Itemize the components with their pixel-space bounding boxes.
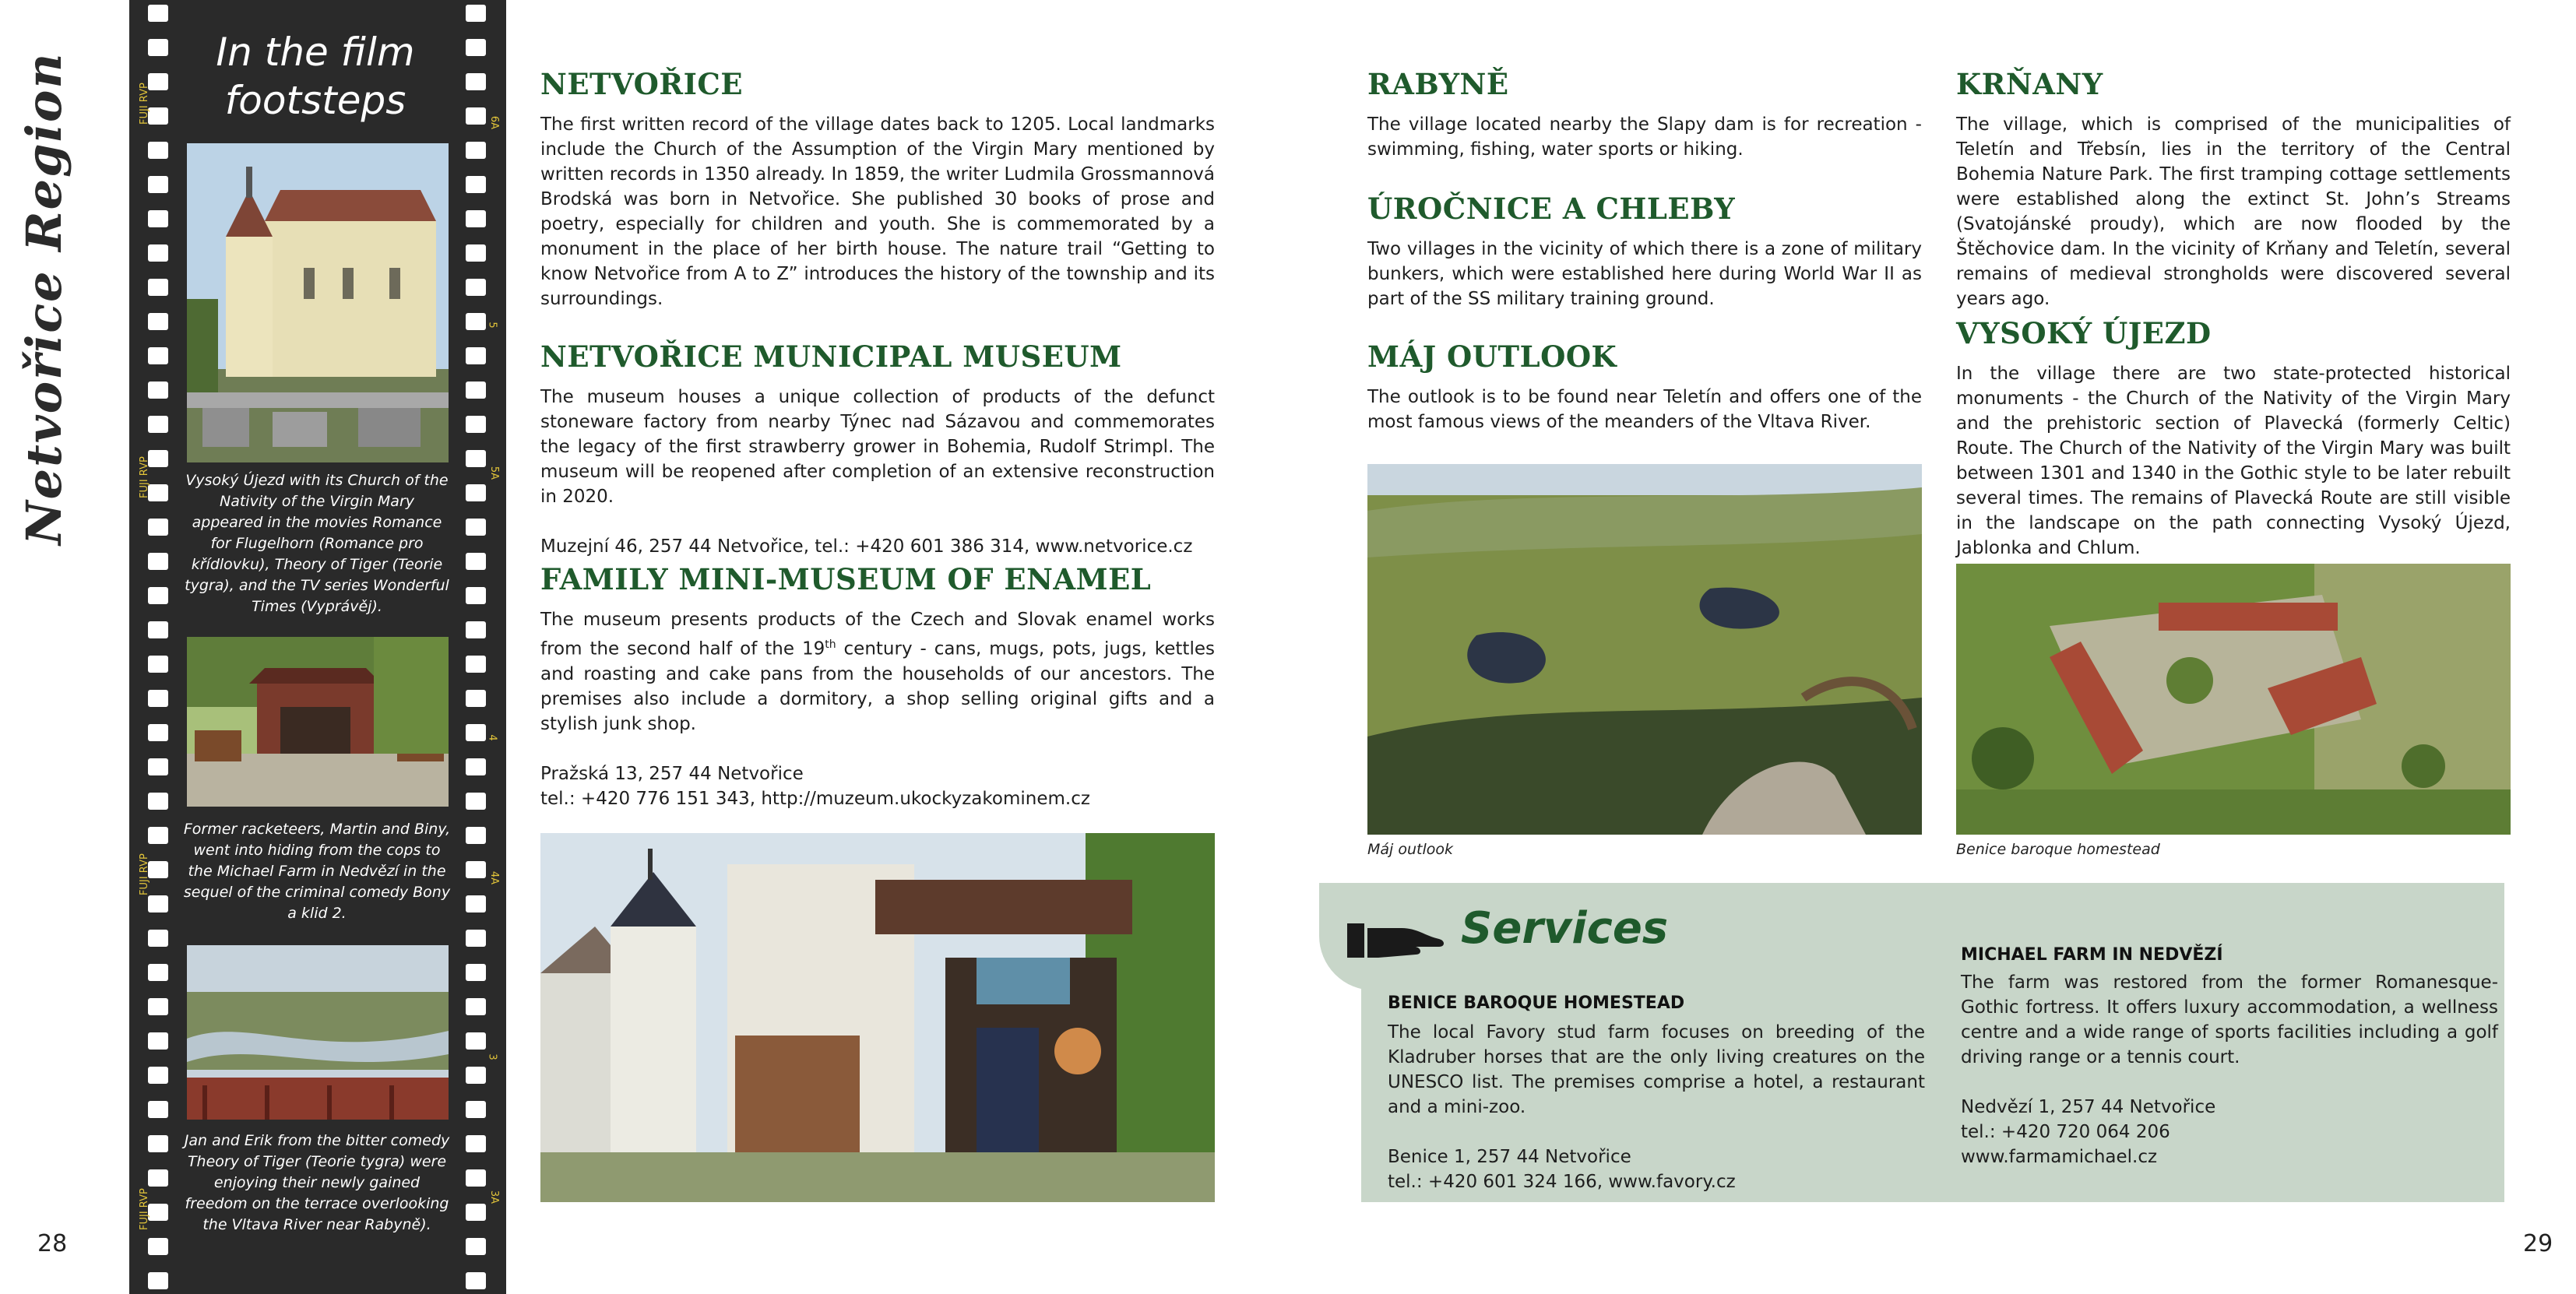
- enamel-address: Pražská 13, 257 44 Netvořice: [540, 763, 804, 784]
- enamel-text-part: The museum presents products of the Czech and Slovak enamel works from the second half of the 19: [540, 610, 1215, 659]
- film-perforation: [466, 793, 486, 810]
- film-perforation: [148, 1169, 168, 1187]
- film-perforation: [148, 382, 168, 399]
- film-frame-number: 4: [486, 734, 498, 741]
- film-perforation: [466, 1135, 486, 1152]
- section-text-vysoky: [1956, 361, 2511, 561]
- section-text-netvorice: [540, 112, 1215, 311]
- michael-phone: tel.: +420 720 064 206: [1961, 1122, 2170, 1142]
- benice-address: Benice 1, 257 44 Netvořice: [1388, 1147, 1631, 1167]
- film-edge-mark: FUJI RVP: [139, 83, 150, 125]
- paragraph: The outlook is to be found near Teletín and offers one of the most famous views of the meanders of the Vltava River.: [1367, 387, 1922, 432]
- film-perforation: [148, 519, 168, 536]
- film-perforation: [466, 827, 486, 844]
- film-perforation: [466, 107, 486, 125]
- film-perforation: [148, 793, 168, 810]
- film-perforation: [148, 313, 168, 330]
- film-perforation: [148, 690, 168, 707]
- river-terrace-photo: [187, 945, 449, 1120]
- section-title-museum: NETVOŘICE MUNICIPAL MUSEUM: [540, 339, 1122, 374]
- film-perforation: [148, 861, 168, 878]
- film-perforation: [148, 39, 168, 56]
- film-perforation: [466, 73, 486, 90]
- maj-photo-caption: Máj outlook: [1367, 841, 1454, 858]
- film-perforation: [148, 107, 168, 125]
- film-perforation: [148, 1238, 168, 1255]
- film-perforation: [466, 930, 486, 947]
- section-text-rabyne: [1367, 112, 1922, 162]
- film-perforation: [466, 861, 486, 878]
- section-title-urocnice: ÚROČNICE A CHLEBY: [1367, 192, 1736, 226]
- film-perforation: [466, 553, 486, 570]
- film-perforation: [466, 998, 486, 1015]
- film-perforation: [148, 176, 168, 193]
- film-frame-number: 6A: [488, 115, 501, 130]
- enamel-museum-photo: [540, 833, 1215, 1202]
- services-title: Services: [1461, 903, 1669, 954]
- film-perforation: [148, 450, 168, 467]
- film-perforation: [466, 142, 486, 159]
- film-perforation: [148, 1067, 168, 1084]
- film-perforation: [148, 827, 168, 844]
- benice-contact: tel.: +420 601 324 166, www.favory.cz: [1388, 1172, 1736, 1192]
- film-perforation: [148, 1032, 168, 1050]
- film-perforation: [148, 244, 168, 262]
- film-perforation: [148, 587, 168, 604]
- film-perforation: [466, 5, 486, 22]
- section-title-netvorice: NETVOŘICE: [540, 67, 744, 101]
- film-perforations-right: [466, 0, 486, 1294]
- film-strip-heading: [179, 28, 452, 125]
- farm-gate-photo: [187, 637, 449, 807]
- film-caption: Vysoký Újezd with its Church of the Nativity of the Virgin Mary appeared in the movies Romance for Flugelhorn (Romance pro křídlovku), Theory of Tiger (Teorie tygra), and the TV series Wonderful Times (Vyprávěj).: [185, 472, 449, 615]
- paragraph: The farm was restored from the former Romanesque-Gothic fortress. It offers luxury accommodation, a wellness centre and a wide range of sports facilities including a golf driving range or a tennis court.: [1961, 972, 2498, 1067]
- film-perforation: [148, 895, 168, 912]
- film-caption: Former racketeers, Martin and Biny, went into hiding from the cops to the Michael Farm in Nedvězí in the sequel of the criminal comedy Bony a klid 2.: [183, 821, 451, 922]
- film-perforation: [148, 1101, 168, 1118]
- film-perforation: [148, 347, 168, 364]
- section-title-enamel: FAMILY MINI-MUSEUM OF ENAMEL: [540, 562, 1152, 596]
- church-photo: [187, 143, 449, 462]
- film-perforation: [466, 484, 486, 501]
- film-perforation: [148, 930, 168, 947]
- film-perforation: [466, 1032, 486, 1050]
- film-perforation: [466, 1238, 486, 1255]
- section-title-rabyne: RABYNĚ: [1367, 67, 1509, 101]
- paragraph: The museum houses a unique collection of products of the defunct stoneware factory from nearby Týnec nad Sázavou and commemorates the legacy of the first strawberry grower in Bohemia, Rudolf Strimpl. The museum will be reopened after completion of an extensive reconstruction in 2020.: [540, 387, 1215, 507]
- film-frame-number: 5: [486, 322, 498, 329]
- enamel-text-part: century - cans, mugs, pots, jugs, kettles and roasting and cake pans from the households of our ancestors. The premises also include a dormitory, a shop selling original gifts and a stylish junk shop.: [540, 638, 1215, 734]
- film-perforation: [466, 279, 486, 296]
- film-perforation: [466, 1204, 486, 1221]
- paragraph: Two villages in the vicinity of which there is a zone of military bunkers, which were established here during World War II as part of the SS military training ground.: [1367, 239, 1922, 309]
- page-number-right: 29: [2523, 1230, 2553, 1257]
- film-perforation: [466, 1101, 486, 1118]
- film-perforation: [148, 142, 168, 159]
- benice-homestead-photo: [1956, 564, 2511, 835]
- film-perforation: [148, 656, 168, 673]
- film-perforation: [466, 1272, 486, 1289]
- film-perforation: [466, 176, 486, 193]
- film-perforation: [148, 73, 168, 90]
- film-perforation: [148, 758, 168, 775]
- film-perforation: [466, 210, 486, 227]
- maj-outlook-photo: [1367, 464, 1922, 835]
- hand-icon: [1347, 912, 1448, 967]
- paragraph: The first written record of the village dates back to 1205. Local landmarks include the Church of the Assumption of the Virgin Mary mentioned by written records in 1350 already. In 1859, the writer Ludmila Grossmannová Brodská was born in Netvořice. She published 30 books of prose and poetry, especially for children and youth. She is commemorated by a monument in the place of her birth house. The nature trail “Getting to know Netvořice from A to Z” introduces the history of the township and its surroundings.: [540, 114, 1215, 309]
- film-perforation: [148, 484, 168, 501]
- section-text-maj: [1367, 385, 1922, 434]
- film-perforation: [466, 347, 486, 364]
- film-perforation: [148, 1204, 168, 1221]
- benice-photo-caption: Benice baroque homestead: [1956, 841, 2160, 858]
- paragraph: The village, which is comprised of the municipalities of Teletín and Třebsín, lies in the territory of the Central Bohemia Nature Park. The first tramping cottage settlements were established along the extinct St. John’s Streams (Svatojánské proudy), which are now flooded by the Štěchovice dam. In the vicinity of Krňany and Teletín, several remains of medieval strongholds were discovered several years ago.: [1956, 114, 2511, 309]
- service-text-michael: [1961, 970, 2498, 1169]
- film-perforation: [148, 5, 168, 22]
- film-perforation: [466, 244, 486, 262]
- section-text-krnany: [1956, 112, 2511, 311]
- film-perforation: [148, 416, 168, 433]
- film-perforation: [466, 382, 486, 399]
- film-edge-mark: FUJI RVP: [139, 853, 150, 895]
- film-perforation: [148, 553, 168, 570]
- film-perforation: [466, 519, 486, 536]
- film-perforation: [148, 1272, 168, 1289]
- film-perforation: [148, 1135, 168, 1152]
- section-text-museum: [540, 385, 1215, 559]
- film-perforation: [148, 964, 168, 981]
- section-text-urocnice: [1367, 237, 1922, 311]
- section-title-krnany: KRŇANY: [1956, 67, 2103, 101]
- film-perforation: [466, 895, 486, 912]
- film-perforation: [466, 964, 486, 981]
- service-title-benice: BENICE BAROQUE HOMESTEAD: [1388, 993, 1685, 1013]
- service-text-benice: [1388, 1020, 1925, 1194]
- enamel-contact: tel.: +420 776 151 343, http://muzeum.ukockyzakominem.cz: [540, 788, 1090, 809]
- film-perforations-left: [148, 0, 168, 1294]
- film-edge-mark: FUJI RVP: [139, 456, 150, 498]
- film-perforation: [466, 416, 486, 433]
- film-perforation: [148, 724, 168, 741]
- film-perforation: [148, 621, 168, 638]
- film-heading-line: In the film: [216, 30, 415, 75]
- paragraph: [540, 607, 1215, 737]
- paragraph: In the village there are two state-protected historical monuments - the Church of the Nativity of the Virgin Mary and the prehistoric section of Plavecká (formerly Celtic) Route. The Church of the Nativity of the Virgin Mary was built between 1301 and 1340 in the Gothic style to be later rebuilt several times. The remains of Plavecká Route are still visible in the landscape on the path connecting Vysoký Újezd, Jablonka and Chlum.: [1956, 364, 2511, 558]
- film-heading-line: footsteps: [224, 78, 406, 123]
- film-edge-mark: FUJI RVP: [139, 1188, 150, 1230]
- film-perforation: [466, 1067, 486, 1084]
- film-frame-number: 4A: [488, 870, 501, 885]
- film-perforation: [466, 450, 486, 467]
- film-perforation: [466, 724, 486, 741]
- film-perforation: [148, 998, 168, 1015]
- section-title-maj: MÁJ OUTLOOK: [1367, 339, 1617, 374]
- film-frame-number: 5A: [488, 466, 501, 480]
- film-perforation: [466, 39, 486, 56]
- film-perforation: [466, 587, 486, 604]
- region-title: Netvořice Region: [16, 51, 72, 545]
- paragraph: The local Favory stud farm focuses on breeding of the Kladruber horses that are the only living creatures on the UNESCO list. The premises comprise a hotel, a restaurant and a mini-zoo.: [1388, 1022, 1925, 1117]
- page-number-left: 28: [37, 1230, 68, 1257]
- service-title-michael: MICHAEL FARM IN NEDVĚZÍ: [1961, 945, 2223, 965]
- film-perforation: [466, 690, 486, 707]
- film-frame-number: 3A: [488, 1190, 501, 1204]
- section-text-enamel: [540, 607, 1215, 811]
- section-title-vysoky: VYSOKÝ ÚJEZD: [1956, 316, 2212, 350]
- michael-web: www.farmamichael.cz: [1961, 1147, 2158, 1167]
- film-perforation: [466, 758, 486, 775]
- film-perforation: [466, 1169, 486, 1187]
- enamel-superscript: th: [825, 638, 836, 651]
- film-perforation: [466, 313, 486, 330]
- film-perforation: [148, 210, 168, 227]
- michael-address: Nedvězí 1, 257 44 Netvořice: [1961, 1097, 2216, 1117]
- film-perforation: [148, 279, 168, 296]
- film-frame-number: 3: [486, 1053, 498, 1060]
- film-caption: Jan and Erik from the bitter comedy Theory of Tiger (Teorie tygra) were enjoying their newly gained freedom on the terrace overlooking the Vltava River near Rabyně).: [184, 1132, 450, 1233]
- film-perforation: [466, 656, 486, 673]
- museum-contact: Muzejní 46, 257 44 Netvořice, tel.: +420 601 386 314, www.netvorice.cz: [540, 536, 1193, 557]
- film-perforation: [466, 621, 486, 638]
- paragraph: The village located nearby the Slapy dam is for recreation - swimming, fishing, water sports or hiking.: [1367, 114, 1922, 160]
